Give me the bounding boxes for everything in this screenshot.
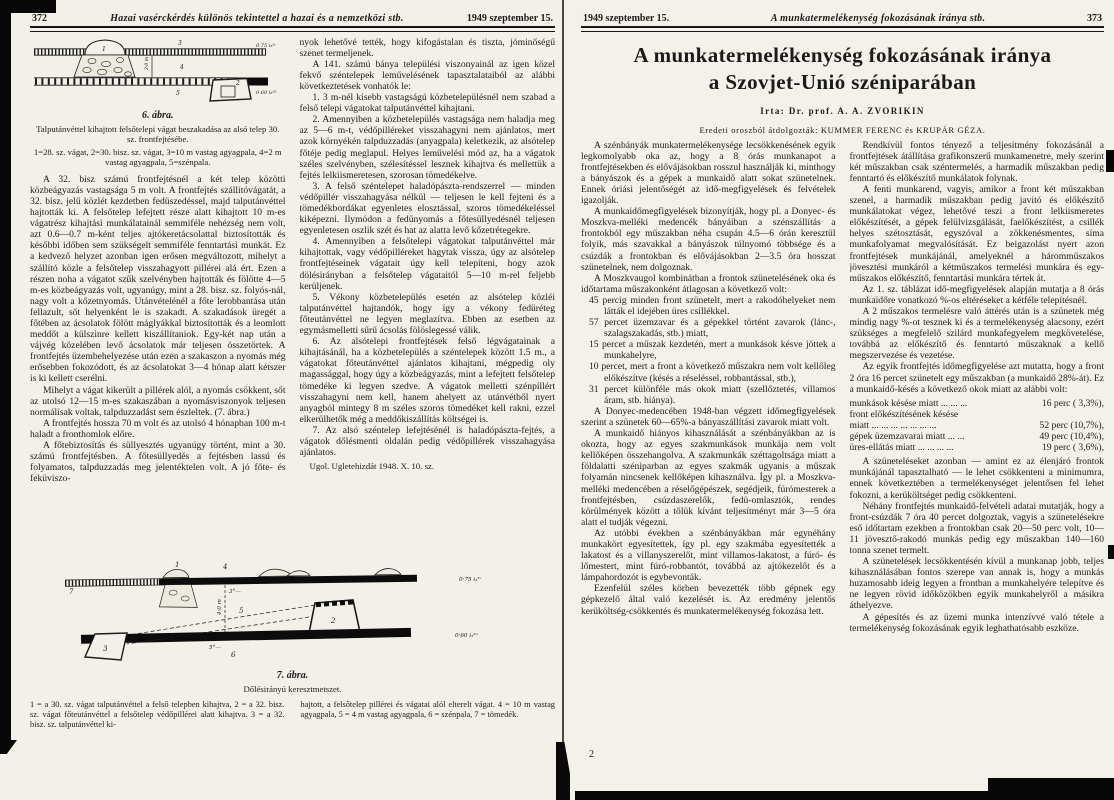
journal-page-right (565, 0, 1114, 800)
article-title-line1: A munkatermelékenység fokozásának iránya (633, 42, 1052, 67)
running-head-left (30, 13, 555, 24)
paragraph: 10 percet, mert a front a következő műszakra nem volt kellőleg előkészítve (késés a réseléssel, robbantással, stb.), (589, 361, 836, 384)
stat-row (850, 420, 1105, 431)
right-page-col2-text-b (850, 456, 1105, 634)
paragraph: 45 percig minden front szünetelt, mert a rakodóhelyeket nem látták el idejében üres csillékkel. (589, 294, 836, 317)
left-page-column-1 (30, 37, 286, 559)
figure-7-legend-right: hajtott, a felsőtelep pillérei és vágatai alól elterelt vágat. 4 = 10 m vastag agyagpala, 5 = 4 m vastag agyagpala, 6 = szénpala, 7 = tömedék. (300, 699, 555, 719)
left-page-columns (30, 37, 555, 559)
paragraph: Mihelyt a vágat kikerült a pillérek alól, a nyomás csökkent, sőt az utolsó 12—15 m-es szakaszában a nyomásviszonyok teljesen normálisak voltak, talpduzzadást sem észleltek. (7. ábra.) (30, 384, 286, 418)
svg-text:2·0 m: 2·0 m (145, 56, 150, 70)
right-page-col2-text-a (850, 140, 1105, 395)
figure-7-legend (30, 700, 555, 746)
paragraph: 6. Az alsótelepi frontfejtések felső légvágatainak a kihajtásánál, ha a közbetelepülés a széntelepek között 1.5 m., a vágatokat főteutánvéttel ajánlatos kihajtani, mégpedig oly magassággal, hogy úgy a közbeágyazás, mint a lefejtett felsőtelep tömedéke ki legyen szedve. A vágatok melletti szénpillért visszahagyni nem kell, hanem ahelyett az utánvétből nyert anyagból mintegy 8 m széles szoros tömedéket kell rakni, ezzel elkerülhetők még a meddőkiszállítás költségei is. (299, 336, 555, 425)
paragraph: 5. Vékony közbetelepülés esetén az alsótelep közléi talputánvéttel hajtandók, hogy így a vékony fedüréteg főteutánvéttel ne legyen meglazítva. Ebben az esetben az egymásmelletti sűrű ácsolás fölöslegessé válik. (299, 291, 555, 337)
svg-text:4: 4 (180, 63, 184, 71)
paragraph: 31 percet különféle más okok miatt (szellőztetés, villamos áram, stb. hiánya). (589, 383, 836, 406)
figure-7-caption: Dőlésirányú keresztmetszet. (243, 683, 342, 694)
svg-text:3: 3 (178, 39, 182, 47)
paragraph: A fenti munkarend, vagyis, amikor a front két műszakban szenel, a harmadik műszakban pedig javító és előkészítő munkálatokat végez, lehetővé teszi a front lelkiismeretes előkészítését, a gépek felülvizsgálását, faelőkészítést, a csillék helyes szétosztását, egyszóval a zökkenésmentes, síma munkafolyamat megvalósítását. Ez beigazolást nyert azon frontfejtések munkájánál, amelyeknél a háromműszakos jövesztési munkáról a kétműszakos termelési munkára és egy-műszakos előkészítő, fenntartási munkára tértek át. (849, 183, 1104, 284)
stat-label: munkások késése miatt ... ... ... (849, 397, 968, 409)
svg-text:2: 2 (330, 616, 335, 625)
left-page-col2-text (300, 37, 556, 559)
paragraph: Ugol. Ugletehizdát 1948. X. 10. sz. (309, 461, 435, 472)
paragraph: A munkaidő hiányos kihasználását a szénbányákban az is okozta, hogy az egyes szakmunkások munkája nem volt kellőképen összehangolva. A szakmunkák széttagoltsága miatt a földalatti széniparban az egyes szakmák ugyanis a műszak folyamán nincsenek kellőképen kihasználva. Így pl. a Moszkva-melléki medencében a réselőgépészek, segédjeik, fúrómesterek a frontfejtésben, csúzdaszerelők, fedü-omlasztók, rendes körülmények között a tőlük kívánt teljesítményt már 3—5 óra alatt el tudják végezni. (581, 428, 836, 528)
header-rule (30, 26, 555, 32)
stat-value: 49 perc (10,4%), (1039, 431, 1104, 443)
running-head-right (581, 13, 1104, 24)
svg-text:0·60 i₃²⁰: 0·60 i₃²⁰ (256, 89, 277, 96)
paragraph: A Donyec-medencében 1948-ban végzett időmegfigyelések szerint a szünetek 60—65%-a bányaszállítási zavarok miatt volt. (581, 405, 836, 428)
paragraph: A szüneteléseket azonban — amint ez az élenjáró frontok munkájánál tapasztalható — le lehet csökkenteni a minimumra, ennek következtében a termelékenységet jelentősen fel lehet fokozni, a kerüköltséget pedig csökkenteni. (849, 456, 1104, 501)
svg-text:0·60 i₃²ⁿ: 0·60 i₃²ⁿ (454, 632, 478, 639)
paragraph: A főtebiztosítás és süllyesztés ugyanúgy történt, mint a 30. számú frontfejtésben. A főtesüllyedés a fejtésben lassú és folyamatos, talpduzzadás meg jelentéktelen volt. A jó főte- és feküviszo- (30, 440, 286, 485)
figure-6-legend: 1=28. sz. vágat, 2=30. bisz. sz. vágat, 3=10 m vastag agyagpala, 4=2 m vastag agyagpala, 5=szénpala. (33, 147, 282, 168)
svg-text:1: 1 (174, 560, 179, 569)
svg-text:2: 2 (236, 79, 240, 87)
page-gutter-line (562, 0, 564, 800)
paragraph: Az utóbbi években a szénbányákban már egynéhány munkakört egyesítettek, így pl. egy szakmába egyesítették a lakatost és a villanyszerelőt, mint villamos-lakatost, a fúró- és lőmestert, mint fúró-robbantót, továbbá az ajtókezelőt és a lámpahordozót is egybevonták. (581, 527, 836, 584)
svg-text:0·75 i₃²ᵛ: 0·75 i₃²ᵛ (458, 576, 482, 583)
scan-artifact-top-left (0, 0, 56, 13)
paragraph: A szénbányák munkatermelékenysége lecsökkenésének egyik legkomolyabb oka az, hogy a 8 órás munkanapot a frontfejtésekben és elővájásokban rosszul használják ki, minthogy a bányászok és a gépek a munkaidő alatt sokat szünetelnek. Ennek óriási jelentőségét az idő-megfigyelések és felvételek igazolják. (581, 139, 836, 207)
paragraph: 3. A felső széntelepet haladópászta-rendszerrel — minden védőpillér visszahagyása nélkül — teljesen le kell fejteni és a tömedékbordákat egyenletes elosztással, szoros tömedékeléssel kiképezni. Ilymódon a fedünyomás a főtesüllyedésnél teljesen egyenletesen oszlik szét és hat az alatta levő kőzetrétegekre. (299, 180, 555, 237)
article-title (581, 42, 1104, 96)
paragraph: A gépesítés és az üzemi munka intenzívvé való tétele a termelékenység fokozásának egyik leghathatósabb eszköze. (849, 611, 1104, 634)
paragraph: A 141. számú bánya települési viszonyainál az igen közel fekvő széntelepek leművelésének tapasztalataiból az alábbi következtetések vonhatók le: (299, 58, 555, 92)
running-title: A munkatermelékenység fokozásának iránya stb. (770, 13, 986, 24)
svg-text:7: 7 (68, 587, 73, 596)
svg-text:1: 1 (102, 45, 106, 53)
stat-label: miatt ... ... ... ... ... ... ... (849, 419, 937, 431)
running-title: Hazai vasérckérdés különös tekintettel a hazai és a nemzetközi stb. (110, 13, 404, 24)
right-page-col1-text (581, 140, 836, 758)
footer-page-number: 2 (589, 749, 594, 760)
svg-text:4: 4 (222, 562, 227, 571)
figure-7-label: 7. ábra. (276, 669, 309, 681)
paragraph: Ezenfelül széles körben bevezették több gépnek egy gépkezelő által való kezelését is. Az eredmény jelentős kerüköltség-csökkentés és munkatermelékenység fokozása lett. (581, 583, 836, 617)
header-rule (581, 26, 1104, 32)
paragraph: 15 percet a műszak kezdetén, mert a munkások késve jöttek a munkahelyre, (589, 339, 836, 362)
scan-artifact-left-bar (0, 0, 11, 746)
article-byline: Irta: Dr. prof. A. A. ZVORIKIN (760, 105, 925, 116)
page-number: 373 (1087, 13, 1102, 24)
downtime-stats-list (850, 398, 1105, 453)
stat-value: 16 perc ( 3,3%), (1041, 397, 1104, 409)
paragraph: nyok lehetővé tették, hogy kifogástalan és tiszta, jóminőségű szenet termeljenek. (299, 36, 555, 59)
stat-row (850, 398, 1105, 409)
figure-6 (30, 37, 286, 168)
stat-row (850, 409, 1105, 420)
svg-text:5°—: 5°— (208, 644, 221, 651)
paragraph: Az egyik frontfejtés időmegfigyelése azt mutatta, hogy a front 2 óra 16 percet szünetelt egy műszakban (a munkaidő 28%-át). Ez a munkaidő-késés a következő okok miatt az alábbi volt: (849, 361, 1104, 395)
paragraph: Az 1. sz. táblázat idő-megfigyelések alapján mutatja a 8 órás munkaidőre vonatkozó %-os eltéréseket a kétféle telepítésnél. (849, 283, 1104, 306)
stat-label: front előkészítésének késése (849, 408, 959, 420)
paragraph: 1. 3 m-nél kisebb vastagságú közbetelepülésnél nem szabad a felső telepi vágatokat talputánvéttel kihajtani. (299, 92, 555, 115)
svg-text:5: 5 (176, 89, 180, 97)
issue-date: 1949 szeptember 15. (466, 13, 553, 24)
svg-text:6: 6 (230, 650, 235, 659)
figure-6-caption: Talputánvéttel kihajtott felsőtelepi vágat beszakadása az alsó telep 30. sz. frontfejtésébe. (36, 123, 280, 144)
page-number: 372 (32, 13, 47, 24)
stat-label: gépek üzemzavarai miatt ... ... (849, 431, 965, 443)
figure-7-drawing (63, 561, 523, 663)
article-byline-translators: Eredeti oroszból átdolgozták: KUMMER FERENC és KRUPÁR GÉZA. (699, 124, 986, 135)
left-page-col1-text (30, 174, 286, 485)
paragraph: Néhány frontfejtés munkaidő-felvételi adatai mutatják, hogy a front-csúzdák 7 óra 40 percet dolgoztak, vagyis a szünetelésekre eső időtartam ezekben a frontokban csak 20—50 perc volt, 10—11 jövesztő-rakodó munkás pedig egy műszakban 140—160 tonna szenet termelt. (849, 500, 1104, 556)
stat-label: üres-ellátás miatt ... ... ... ... (849, 442, 954, 454)
paragraph: A 32. bisz számú frontfejtésnél a két telep közötti közbeágyazás vastagsága 5 m volt. A frontfejtés szállítóvágatát, a 32. bisz. jelű közlét kezdetben fedüszedéssel, majd talputánvéttel hajtották ki. A felsőtelep lefejtett része alatt kihajtott 10 m-es vágatrész kihajtási munkálatainál semmiféle nehézség nem volt, azt 0.6—0.7 m-ként teljes ajtókeretácsolattal biztosították és későbbi időben sem szükségelt semmiféle fenntartási munkát. Ez a kedvező helyzet azonban igen erősen megváltozott, mihelyt a szállító közle a felsőtelep visszahagyott pillérei alá ért. Ezen a részen noha a vágatot szűk szelvényben hajtották és fölötte 4—5 m-es közbeágyazás volt, ugyanúgy, mint a 28. bisz. sz. folyós-nál, nagy volt a kőzetnyomás. Utánvételénél a főte lerobbantása után fellazult, sőt helyenként le is szakadt. A szakadások üregét a főtében az ácsolatok fölött máglyákkal biztosították és a leomlott meddőt a külszinre kellett kiszállítaniok. Egy-két nap után a vájvég közelében levő ácsolatok már teljesen összetörtek. A frontfejtés üzembehelyezése után ezen a szakaszon a nyomás még erősebben fokozódott, és az ácsolatokat 3—4 hónap alatt kétszer is ki kellett cserélni. (30, 173, 286, 385)
paragraph: 57 percet üzemzavar és a gépekkel történt zavarok (lánc-, szalagszakadás, stb.) miatt, (589, 317, 836, 340)
paragraph: A frontfejtés hossza 70 m volt és az utolsó 4 hónapban 100 m-t haladt a fronthomlok előre. (30, 417, 286, 440)
paragraph: A Moszkvaugol kombinátban a frontok szünetelésének oka és időtartama műszakonként átlagosan a következő volt: (581, 272, 836, 295)
scan-artifact-bottom-right (988, 778, 1114, 800)
svg-text:0·75 i₃²ᵛ: 0·75 i₃²ᵛ (256, 42, 277, 49)
right-page-columns (581, 140, 1104, 758)
issue-date: 1949 szeptember 15. (583, 13, 670, 24)
stat-value: 19 perc ( 3,6%), (1041, 442, 1104, 454)
svg-text:5: 5 (238, 606, 243, 615)
paragraph: 2. Amennyiben a közbetelepülés vastagsága nem haladja meg az 5—6 m-t, védőpilléreket visszahagyni nem ajánlatos, mert azok környékén talpduzzadás (anyagpala) keletkezik, az alsótelep főtéje pedig meglapul. Helyes leművelési mód az, ha a vágatok széles szelvényben, szélesítéssel lesznek kihajtva és mellettük a fejtés lelkiismeretesen, szorosan tömedékelve. (299, 114, 555, 181)
scan-artifact-right-edge-2 (1108, 545, 1114, 559)
stat-value: 52 perc (10,7%), (1039, 419, 1104, 431)
stat-row (850, 442, 1105, 453)
figure-6-label: 6. ábra. (142, 109, 174, 121)
article-title-line2: a Szovjet-Unió széniparában (708, 69, 977, 94)
scan-artifact-right-edge-1 (1106, 150, 1114, 172)
svg-text:3°—: 3°— (228, 588, 241, 595)
paragraph: 4. Amennyiben a felsőtelepi vágatokat talputánvéttel már kihajtottak, vagy védőpilléreket hagytak vissza, úgy az alsótelep frontfejtéseinek vágatait úgy kell telepíteni, hogy azok dölésirányban a felsőtelep vágataitól 5—10 m-rel feljebb kerüljenek. (299, 236, 555, 292)
paragraph: Rendkívül fontos tényező a teljesítmény fokozásánál a frontfejtések átállítása grafikonszerű munkamenetre, mely szerint két műszakban csak széntermelés, a harmadik műszakban pedig fenntartó és előkészítő munkálatok folynak. (849, 139, 1104, 184)
svg-text:3: 3 (102, 644, 107, 653)
figure-7 (30, 561, 555, 694)
stat-row (850, 431, 1105, 442)
svg-text:4·0 m: 4·0 m (216, 598, 223, 615)
figure-6-drawing (30, 37, 282, 103)
paragraph: A 2 műszakos termelésre való áttérés után is a szünetek még mindig nagy %-ot tesznek ki és a termelékenység alacsony, ezért szükséges a megfelelő szilárd munkafegyelem megkövetelése, továbbá az előkészítő és fenntartó műszaknak a kellő megszervezése és vezetése. (849, 306, 1104, 362)
paragraph: A munkaidőmegfigyelések bizonyítják, hogy pl. a Donyec- és Moszkva-melléki medencék bányáiban a szénszállítás a frontokból egy műszakban néha csupán 4.5—6 órán keresztül folyik, más szavakkal a bányászok túlnyomó többsége és a csúzdák a frontokban és elővájásokban 2—3.5 óra hosszat szünetelnek, nem dolgoznak. (581, 206, 836, 273)
right-page-col2 (850, 140, 1105, 758)
paragraph: A szünetelések lecsökkentésén kívül a munkanap jobb, teljes kihasználásában fontos szerepe van annak is, hogy a munkás huzamosabb ideig legyen a frontban a munkahelyére telepítve és ne legyen rövid időközökben egyik munkahelyről a másikra áthelyezve. (849, 556, 1104, 612)
figure-7-legend-left: 1 = a 30. sz. vágat talputánvéttel a felső telepben kihajtva, 2 = a 32. bisz. sz. vágat főteutánvéttel a felsőtelep védőpillérei alatt kihajtva. 3 = a 32. bisz. sz. talputánvéttel ki- (30, 699, 285, 729)
paragraph: 7. Az alsó széntelep lefejtésénél is haladópászta-fejtés, a vágatok dőlésmenti oldalán pedig védőpillérek visszahagyása ajánlatos. (299, 424, 555, 459)
